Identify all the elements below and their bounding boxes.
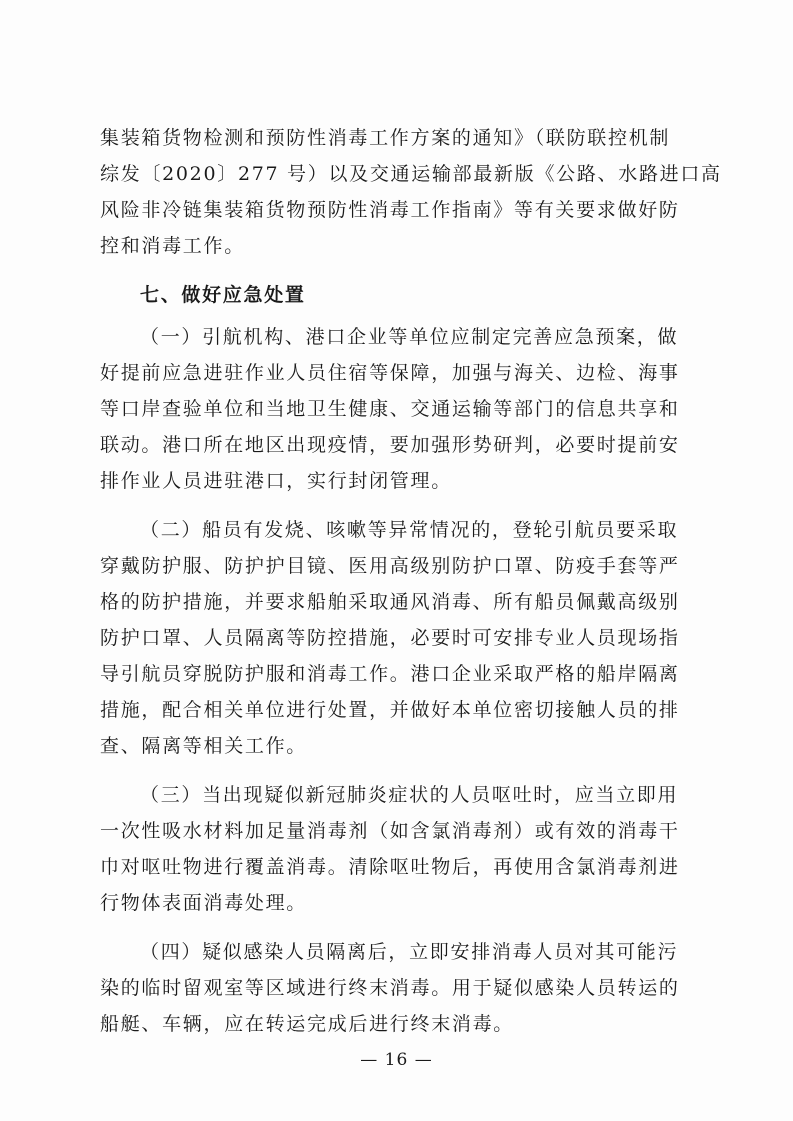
text-line: 染的临时留观室等区域进行终末消毒。用于疑似感染人员转运的: [100, 977, 680, 999]
paragraph-item-1: [100, 319, 710, 499]
text-line: 穿戴防护服、防护护目镜、医用高级别防护口罩、防疫手套等严: [100, 555, 680, 577]
section-heading: 七、做好应急处置: [140, 284, 306, 306]
text-line: 格的防护措施，并要求船舶采取通风消毒、所有船员佩戴高级别: [100, 591, 680, 613]
document-body: [100, 120, 722, 1042]
text-line: 行物体表面消毒处理。: [100, 892, 308, 914]
text-line: 措施，配合相关单位进行处置，并做好本单位密切接触人员的排: [100, 699, 680, 721]
text-line: 风险非冷链集装箱货物预防性消毒工作指南》等有关要求做好防: [100, 199, 680, 221]
text-line: 防护口罩、人员隔离等防控措施，必要时可安排专业人员现场指: [100, 627, 680, 649]
text-line: 好提前应急进驻作业人员住宿等保障，加强与海关、边检、海事: [100, 362, 680, 384]
text-line: （三）当出现疑似新冠肺炎症状的人员呕吐时，应当立即用: [140, 784, 679, 806]
text-line: 联动。港口所在地区出现疫情，要加强形势研判，必要时提前安: [100, 434, 680, 456]
text-line: （四）疑似感染人员隔离后，立即安排消毒人员对其可能污: [140, 941, 679, 963]
page-number: — 16 —: [360, 1050, 433, 1070]
text-line: 巾对呕吐物进行覆盖消毒。清除呕吐物后，再使用含氯消毒剂进: [100, 856, 680, 878]
text-line: 一次性吸水材料加足量消毒剂（如含氯消毒剂）或有效的消毒干: [100, 820, 680, 842]
text-line: 导引航员穿脱防护服和消毒工作。港口企业采取严格的船岸隔离: [100, 663, 680, 685]
paragraph-item-3: [100, 777, 710, 921]
text-line: 等口岸查验单位和当地卫生健康、交通运输等部门的信息共享和: [100, 398, 680, 420]
paragraph-continuation: [100, 120, 722, 264]
text-line: 船艇、车辆，应在转运完成后进行终末消毒。: [100, 1013, 515, 1035]
paragraph-item-2: [100, 512, 710, 764]
text-line: 查、隔离等相关工作。: [100, 735, 308, 757]
text-line: 集装箱货物检测和预防性消毒工作方案的通知》（联防联控机制: [100, 127, 671, 149]
text-line: （二）船员有发烧、咳嗽等异常情况的，登轮引航员要采取: [140, 519, 679, 541]
paragraph-item-4: [100, 934, 710, 1042]
text-line: 排作业人员进驻港口，实行封闭管理。: [100, 470, 452, 492]
text-line: 控和消毒工作。: [100, 235, 245, 257]
text-line: 综发〔2020〕277 号）以及交通运输部最新版《公路、水路进口高: [100, 163, 722, 185]
text-line: （一）引航机构、港口企业等单位应制定完善应急预案，做: [140, 326, 679, 348]
